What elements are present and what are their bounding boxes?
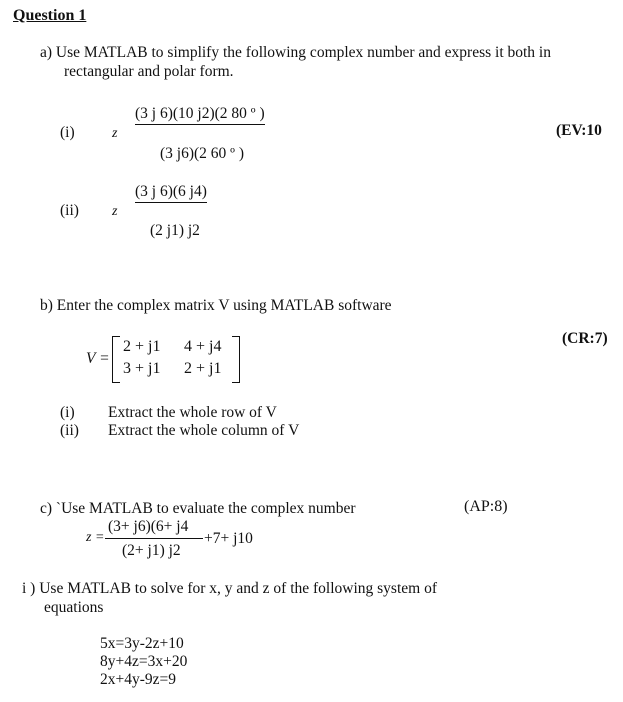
part-c-numerator: (3+ j6)(6+ j4 — [108, 518, 189, 535]
part-b-mark: (CR:7) — [562, 330, 608, 347]
equation-3: 2x+4y-9z=9 — [100, 671, 177, 688]
complex-matrix — [112, 336, 240, 383]
matrix-cell-r2c2: 2 + j1 — [184, 360, 222, 377]
part-a-i-variable: z — [112, 126, 118, 141]
part-c-text: c) `Use MATLAB to evaluate the complex number — [40, 500, 356, 517]
matrix-cell-r2c1: 3 + j1 — [123, 360, 161, 377]
matrix-cell-r1c1: 2 + j1 — [123, 338, 161, 355]
part-a-text-line1: a) Use MATLAB to simplify the following complex number and express it both in — [40, 44, 551, 61]
equation-1: 5x=3y-2z+10 — [100, 635, 184, 652]
part-b-text: b) Enter the complex matrix V using MATLAB software — [40, 297, 392, 314]
part-a-text-line2: rectangular and polar form. — [64, 63, 234, 80]
part-c-mark: (AP:8) — [464, 498, 508, 515]
part-a-ii-label: (ii) — [60, 202, 79, 219]
part-b-sub-i-text: Extract the whole row of V — [108, 404, 277, 421]
part-a-ii-variable: z — [112, 204, 118, 219]
matrix-cell-r1c2: 4 + j4 — [184, 338, 222, 355]
part-i-text-line1: i ) Use MATLAB to solve for x, y and z of the following system of — [22, 580, 437, 597]
question-title: Question 1 — [13, 7, 87, 24]
part-a-mark: (EV:10 — [556, 122, 602, 139]
part-c-fraction-bar — [105, 538, 203, 539]
equation-2: 8y+4z=3x+20 — [100, 653, 188, 670]
part-b-sub-ii-label: (ii) — [60, 422, 79, 439]
part-i-text-line2: equations — [44, 599, 104, 616]
part-a-i-denominator: (3 j6)(2 60 º ) — [160, 145, 245, 162]
part-a-i-numerator: (3 j 6)(10 j2)(2 80 º ) — [135, 105, 265, 125]
part-c-variable: z = — [86, 530, 105, 545]
part-a-i-label: (i) — [60, 124, 75, 141]
matrix-left-bracket — [112, 336, 120, 383]
part-b-sub-i-label: (i) — [60, 404, 75, 421]
part-b-sub-ii-text: Extract the whole column of V — [108, 422, 300, 439]
matrix-variable: V = — [86, 350, 110, 367]
part-c-denominator: (2+ j1) j2 — [122, 542, 181, 559]
part-a-ii-numerator: (3 j 6)(6 j4) — [135, 183, 207, 203]
part-c-tail: +7+ j10 — [204, 530, 253, 547]
part-a-ii-denominator: (2 j1) j2 — [150, 222, 200, 239]
matrix-right-bracket — [232, 336, 240, 383]
